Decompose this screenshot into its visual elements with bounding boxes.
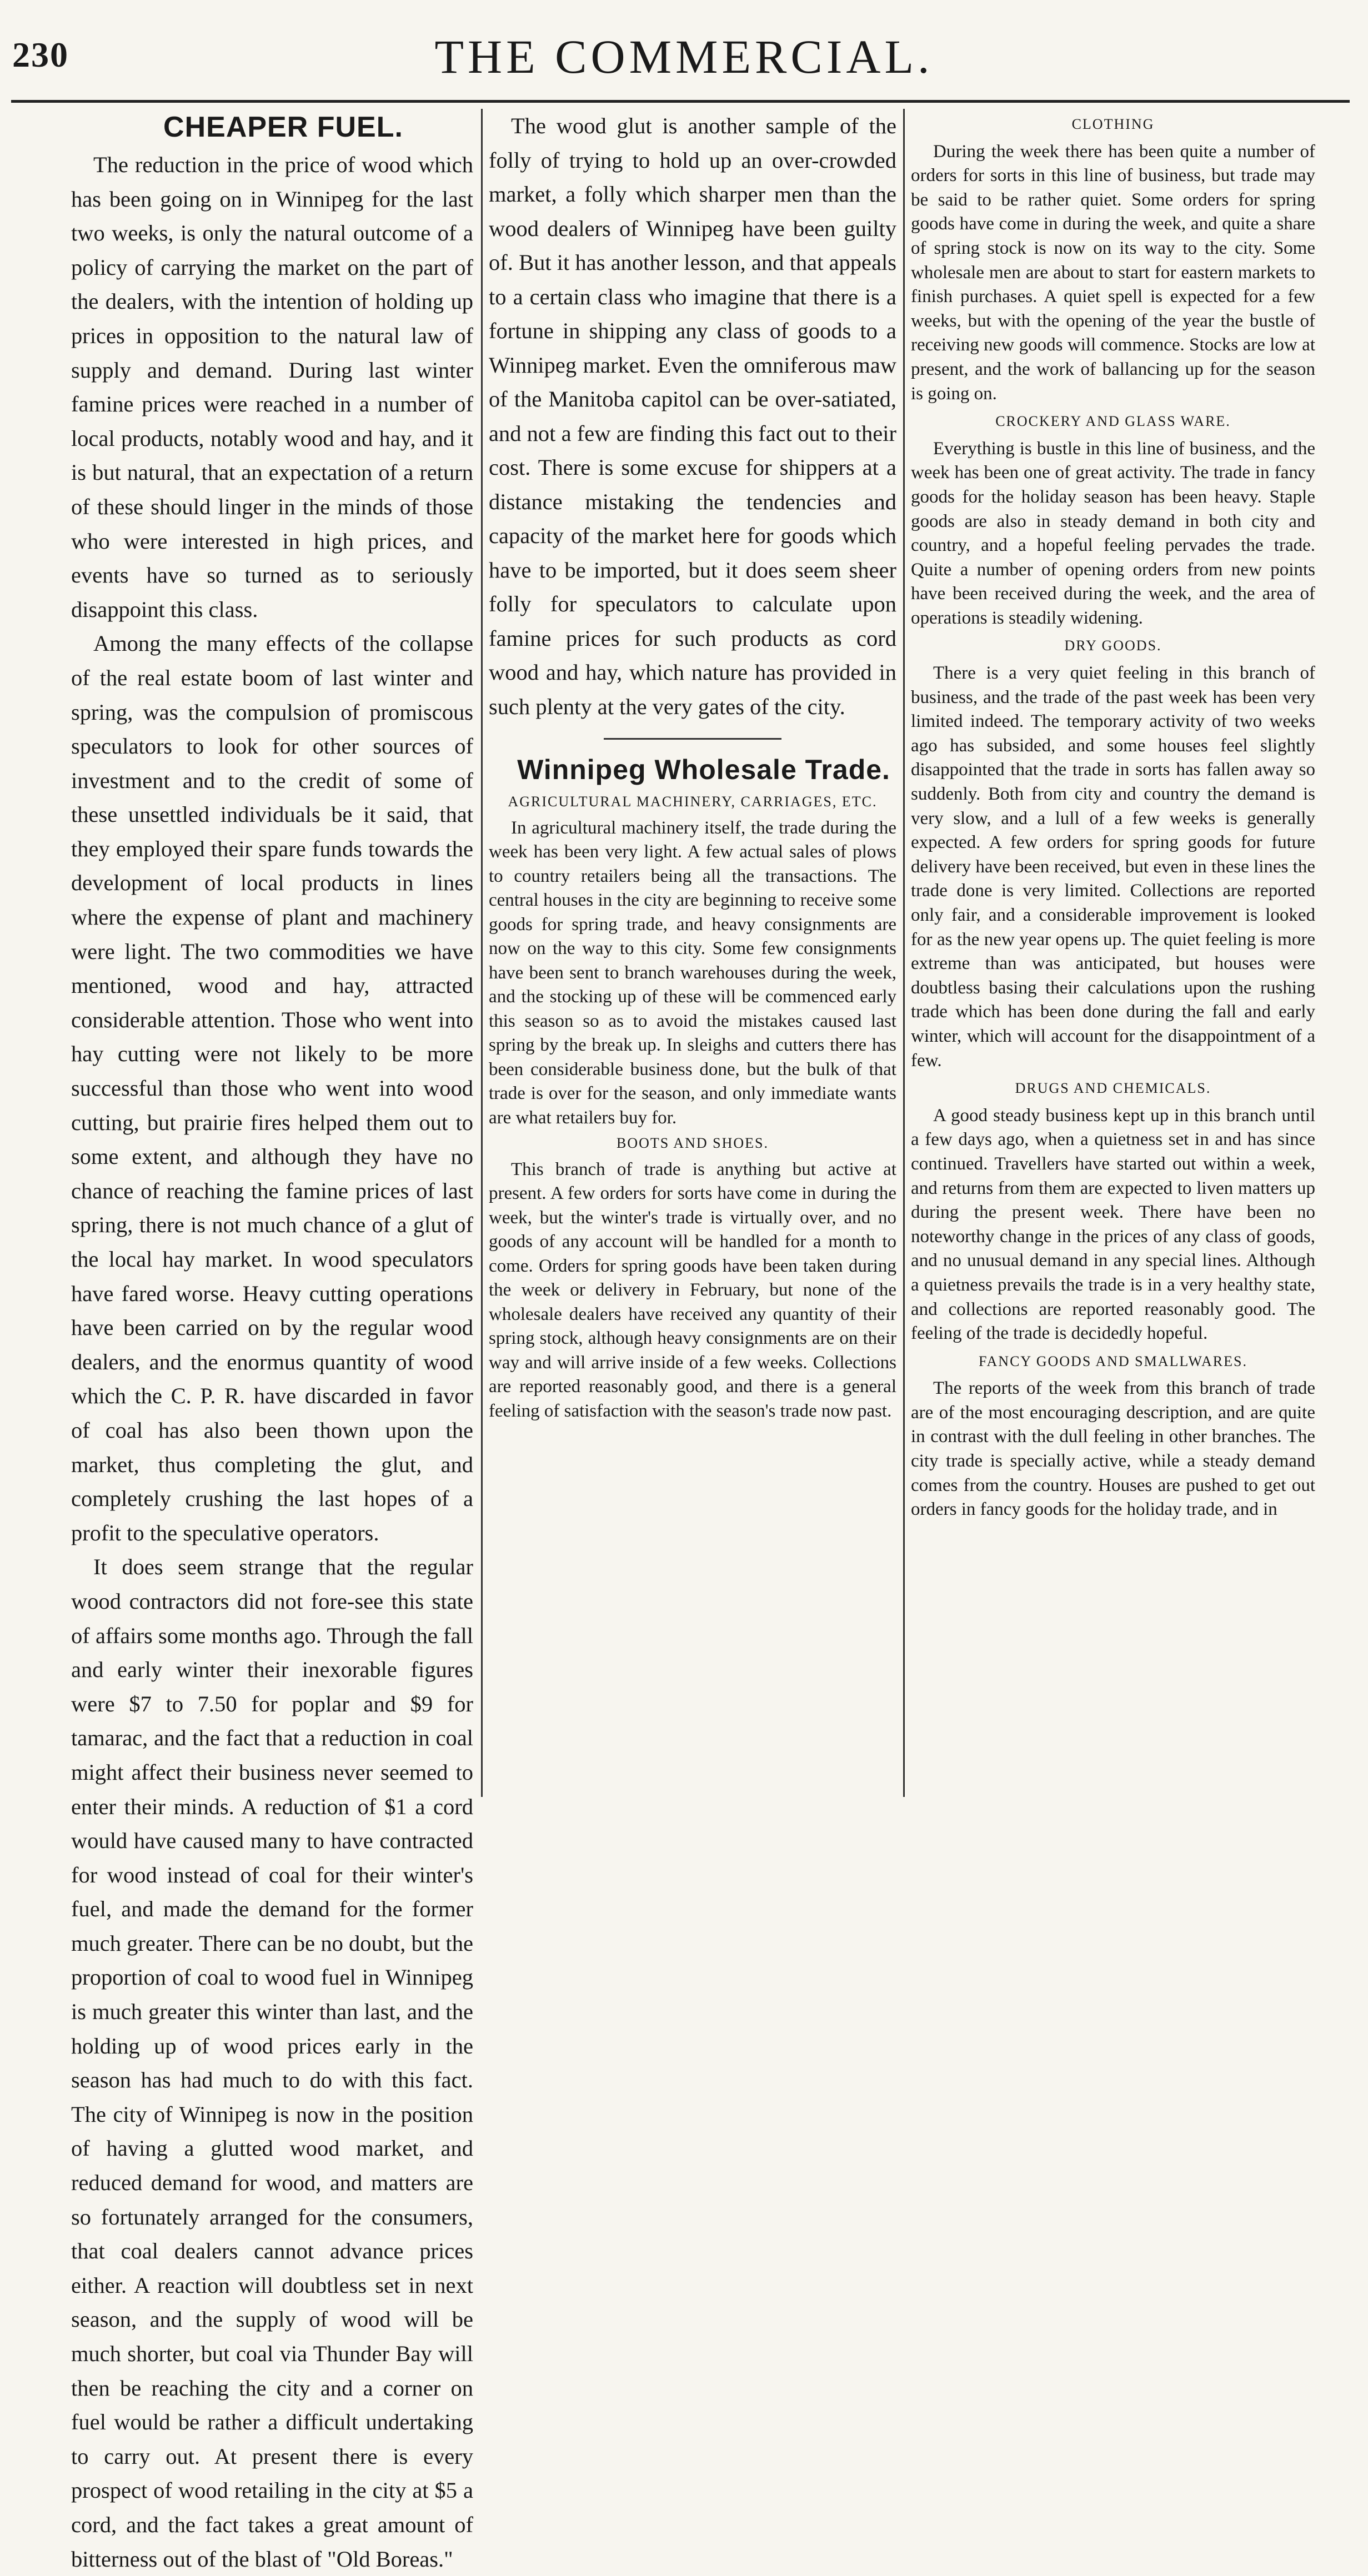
section-subheading: BOOTS AND SHOES. bbox=[617, 1135, 769, 1151]
section-text: There is a very quiet feeling in this branch of business, and the trade of the past week has been very limited indeed. The temporary activity of two weeks ago has subsided, and some houses feel slightly disappointed that the trade in sorts has fallen away so suddenly. Both from city and country the demand is very slow, and a lull of a few weeks is generally expected. A few orders for spring goods for future delivery have been received, but even in these lines the trade done is very limited. Collections are reported only fair, and a considerable improvement is looked for as the new year opens up. The quiet feeling is more extreme than was anticipated, but houses were doubtless basing their calculations upon the rushing trade which has been done during the fall and early winter, which will account for the disappointment of a few. bbox=[911, 663, 1315, 1071]
section-subheading: CROCKERY AND GLASS WARE. bbox=[995, 413, 1231, 430]
section-subheading: FANCY GOODS AND SMALLWARES. bbox=[978, 1353, 1247, 1369]
section-text: This branch of trade is anything but active at present. A few orders for sorts have come in during the week, but the winter's trade is virtually over, and no goods of any account will be handled for a month to come. Orders for spring goods have been taken during the week or delivery in February, but none of the wholesale dealers have received any quantity of their spring stock, although heavy consignments are on their way and will arrive inside of a few weeks. Collections are reported reasonably good, and there is a general feeling of satisfaction with the season's trade now past. bbox=[489, 1159, 896, 1421]
article-paragraph: The reduction in the price of wood which has been going on in Winnipeg for the last two weeks, is only the natural outcome of a policy of carrying the market on the part of the dealers, with the intention of holding up prices in opposition to the natural law of supply and demand. During last winter famine prices were reached in a number of local products, notably wood and hay, and it is but natural, that an expectation of a return of these should linger in the minds of those who were interested in high prices, and events have so turned as to seriously disappoint this class. bbox=[71, 152, 473, 622]
article-paragraph: It does seem strange that the regular wood contractors did not fore-see this state of affairs some months ago. Through the fall and early winter their inexorable figures were $7 to 7.50 for poplar and $9 for tamarac, and the fact that a reduction in coal might affect their business never seemed to enter their minds. A reduction of $1 a cord would have caused many to have contracted for wood instead of coal for their winter's fuel, and made the demand for the former much greater. There can be no doubt, but the proportion of coal to wood fuel in Winnipeg is much greater this winter than last, and the holding up of wood prices early in the season has had much to do with this fact. The city of Winnipeg is now in the position of having a glutted wood market, and reduced demand for wood, and matters are so fortunately arranged for the consumers, that coal dealers cannot advance prices either. A reaction will doubtless set in next season, and the supply of wood will be much shorter, but coal via Thunder Bay will then be reaching the city and a corner on fuel would be rather a difficult undertaking to carry out. At present there is every prospect of wood retailing in the city at $5 a cord, and the fact takes a great amount of bitterness out of the blast of "Old Boreas." bbox=[71, 1554, 473, 2572]
column-3 bbox=[911, 109, 1315, 1814]
section-subheading: CLOTHING bbox=[1071, 116, 1155, 132]
column-rule-1 bbox=[481, 109, 483, 1797]
section-text: The reports of the week from this branch of trade are of the most encouraging description, and are quite in contrast with the dull feeling in other branches. The city trade is specially active, while a steady demand comes from the country. Houses are pushed to get out orders in fancy goods for the holiday trade, and in bbox=[911, 1378, 1315, 1520]
masthead-title: THE COMMERCIAL. bbox=[434, 30, 934, 83]
page-number: 230 bbox=[12, 35, 69, 74]
column-rule-2 bbox=[903, 109, 905, 1797]
column-2 bbox=[489, 109, 896, 1814]
section-subheading: AGRICULTURAL MACHINERY, CARRIAGES, ETC. bbox=[508, 794, 878, 810]
article-heading-wholesale-trade: Winnipeg Wholesale Trade. bbox=[517, 754, 890, 785]
top-rule bbox=[11, 100, 1350, 103]
article-heading-cheaper-fuel: CHEAPER FUEL. bbox=[163, 111, 403, 143]
section-text: In agricultural machinery itself, the trade during the week has been very light. A few actual sales of plows to country retailers being all the transactions. The central houses in the city are beginning to receive some goods for spring trade, and heavy consignments are now on the way to this city. Some few consignments have been sent to branch warehouses during the week, and the stocking up of these will be commenced early this season so as to avoid the mistakes caused last spring by the break up. In sleighs and cutters there has been considerable business done, but the bulk of that trade is over for the season, and only immediate wants are what retailers buy for. bbox=[489, 817, 896, 1128]
article-paragraph: The wood glut is another sample of the folly of trying to hold up an over-crowded market, a folly which sharper men than the wood dealers of Winnipeg have been guilty of. But it has another lesson, and that appeals to a certain class who imagine that there is a fortune in shipping any class of goods to a Winnipeg market. Even the omniferous maw of the Manitoba capitol can be over-satiated, and not a few are finding this fact out to their cost. There is some excuse for shippers at a distance mistaking the tendencies and capacity of the market here for goods which have to be imported, but it does seem sheer folly for speculators to calculate upon famine prices for such products as cord wood and hay, which nature has provided in such plenty at the very gates of the city. bbox=[489, 113, 896, 719]
section-subheading: DRUGS AND CHEMICALS. bbox=[1015, 1080, 1211, 1097]
section-text: During the week there has been quite a number of orders for sorts in this line of business, but trade may be said to be rather quiet. Some orders for spring goods have come in during the week, and quite a share of spring stock is now on its way to the city. Some wholesale men are about to start for eastern markets to finish purchases. A quiet spell is expected for a few weeks, but with the opening of the year the bustle of receiving new goods will commence. Stocks are low at present, and the work of ballancing up for the season is going on. bbox=[911, 141, 1315, 404]
column-1 bbox=[71, 109, 473, 2572]
section-text: Everything is bustle in this line of business, and the week has been one of great activity. The trade in fancy goods for the holiday season has been heavy. Staple goods are also in steady demand in both city and country, and a hopeful feeling pervades the trade. Quite a number of opening orders from new points have been received during the week, and the area of operations is steadily widening. bbox=[911, 438, 1315, 628]
article-divider bbox=[604, 738, 781, 740]
section-subheading: DRY GOODS. bbox=[1064, 637, 1162, 654]
article-paragraph: Among the many effects of the collapse of the real estate boom of last winter and spring, was the compulsion of promiscous speculators to look for other sources of investment and to the credit of some of these unsettled individuals be it said, that they employed their spare funds towards the development of local products in lines where the expense of plant and machinery were light. The two commodities we have mentioned, wood and hay, attracted considerable attention. Those who went into hay cutting were not likely to be more successful than those who went into wood cutting, but prairie fires helped them out to some extent, and although they have no chance of reaching the famine prices of last spring, there is not much chance of a glut of the local hay market. In wood speculators have fared worse. Heavy cutting operations have been carried on by the regular wood dealers, and the enormus quantity of wood which the C. P. R. have discarded in favor of coal has also been thown upon the market, thus completing the glut, and completely crushing the last hopes of a profit to the speculative operators. bbox=[71, 631, 473, 1545]
section-text: A good steady business kept up in this branch until a few days ago, when a quietness set in and has since continued. Travellers have started out within a week, and returns from them are expected to liven matters up during the present week. There have been no noteworthy change in the prices of any class of goods, and no unusual demand in any special lines. Although a quietness prevails the trade is in a very healthy state, and collections are reported reasonably good. The feeling of the trade is decidedly hopeful. bbox=[911, 1105, 1315, 1344]
